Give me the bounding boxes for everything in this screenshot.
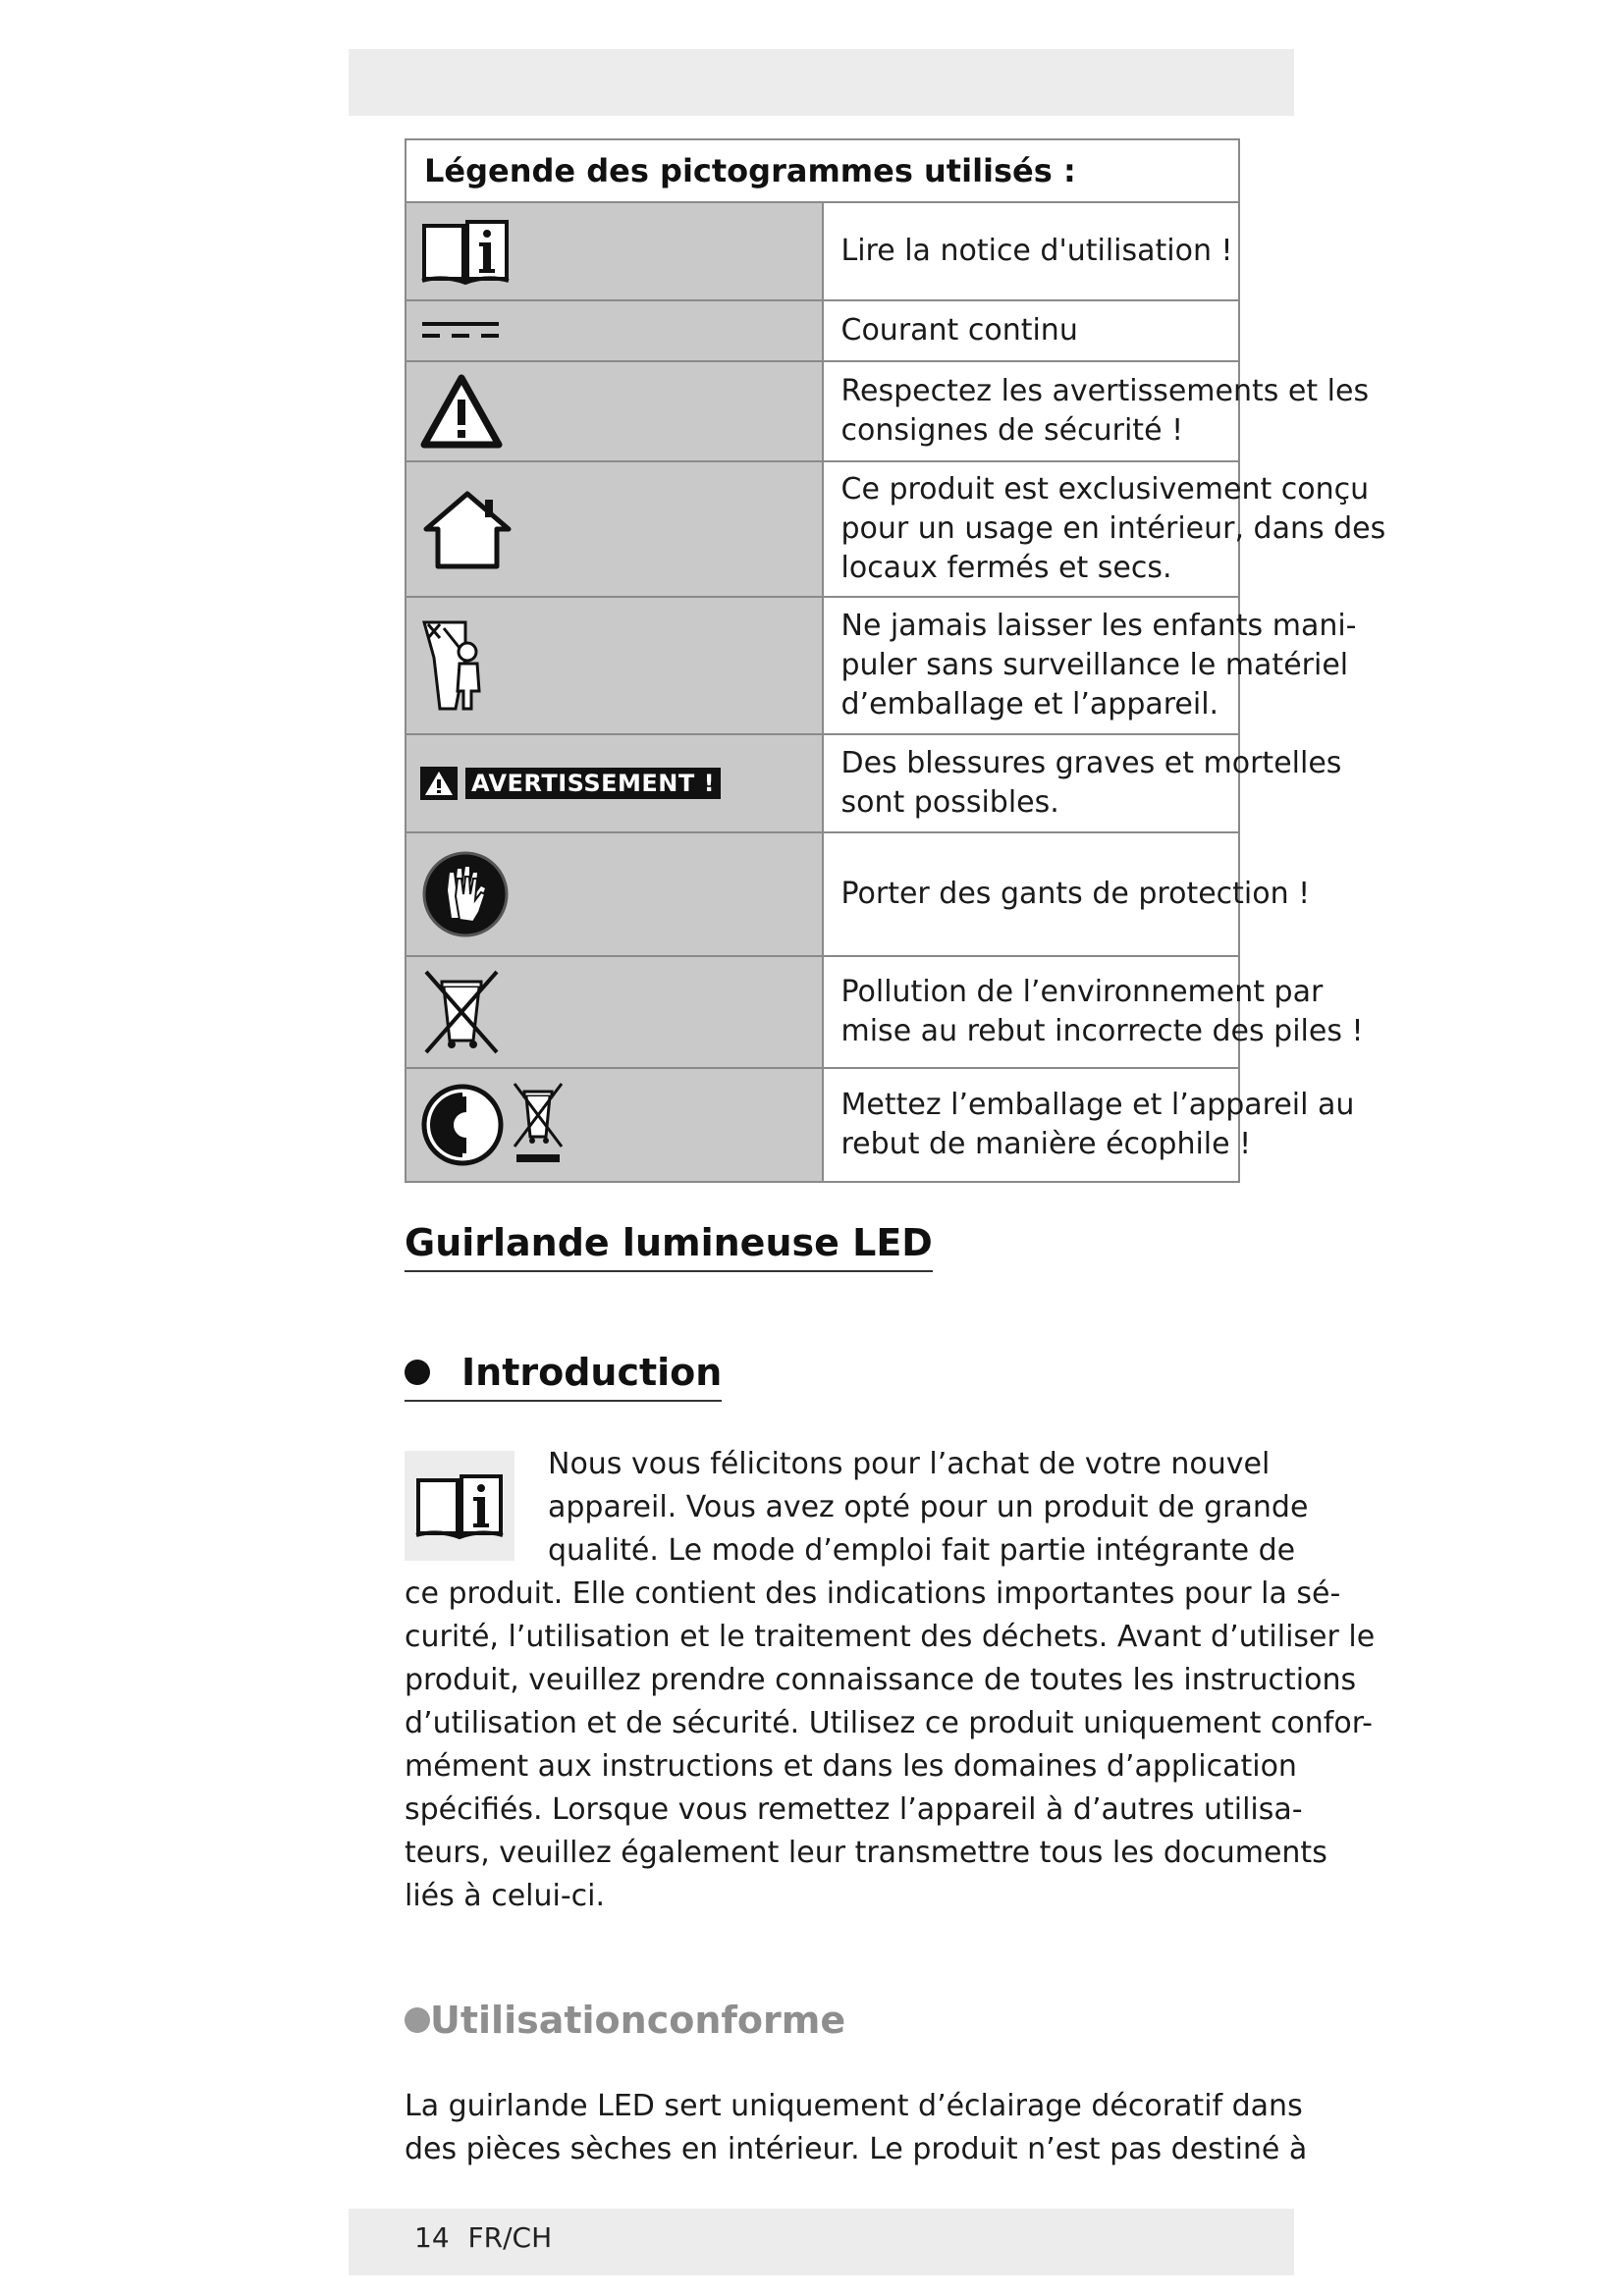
read-manual-icon (420, 216, 511, 287)
utilisation-heading-text: Utilisationconforme (430, 1999, 846, 2042)
paragraph-line: produit, veuillez prendre connaissance de toutes les instructions (405, 1663, 1357, 1697)
legend-row (406, 461, 1239, 597)
paragraph-line: curité, l’utilisation et le traitement des déchets. Avant d’utiliser le (405, 1620, 1376, 1654)
legend-text: sont possibles. (840, 785, 1059, 820)
paragraph-line: spécifiés. Lorsque vous remettez l’appareil à d’autres utilisa- (405, 1792, 1303, 1827)
paragraph-line: d’utilisation et de sécurité. Utilisez ce produit uniquement confor- (405, 1706, 1373, 1740)
warning-triangle-small-icon (420, 767, 458, 800)
introduction-heading-text: Introduction (461, 1351, 723, 1394)
utilisation-heading (405, 1999, 845, 2042)
paragraph-line: appareil. Vous avez opté pour un produit de grande (548, 1490, 1309, 1524)
legend-row (406, 597, 1239, 734)
legend-text: Courant continu (840, 313, 1078, 347)
legend-text: puler sans surveillance le matériel (840, 648, 1349, 682)
header-bar (349, 49, 1294, 116)
paragraph-line: liés à celui-ci. (405, 1879, 606, 1913)
read-manual-icon (414, 1470, 505, 1541)
warning-label-text: AVERTISSEMENT ! (465, 768, 721, 799)
page-number (414, 2221, 552, 2254)
legend-text: pour un usage en intérieur, dans des (840, 511, 1386, 546)
legend-row (406, 202, 1239, 300)
bullet-icon (405, 1360, 430, 1385)
utilisation-paragraph (405, 2085, 1308, 2171)
product-title: Guirlande lumineuse LED (405, 1221, 933, 1272)
introduction-paragraph (405, 1573, 1376, 1918)
legend-text: Ne jamais laisser les enfants mani- (840, 609, 1357, 643)
legend-text: Ce produit est exclusivement conçu (840, 472, 1370, 507)
paragraph-line: Nous vous félicitons pour l’achat de votre nouvel (548, 1447, 1271, 1481)
legend-row (406, 956, 1239, 1068)
legend-row (406, 832, 1239, 956)
page-number-value: 14 (414, 2221, 450, 2254)
legend-row (406, 361, 1239, 461)
legend-text: Porter des gants de protection ! (840, 877, 1311, 911)
legend-row (406, 300, 1239, 361)
legend-text: locaux fermés et secs. (840, 551, 1172, 585)
indoor-house-icon (420, 488, 514, 570)
page-language: FR/CH (467, 2221, 553, 2254)
green-dot-recycle-icon (420, 1083, 505, 1167)
intro-read-manual-box (405, 1451, 514, 1561)
warning-triangle-icon (420, 374, 503, 449)
legend-text: d’emballage et l’appareil. (840, 687, 1219, 721)
protective-gloves-icon (420, 849, 511, 939)
legend-text: Mettez l’emballage et l’appareil au (840, 1088, 1355, 1122)
legend-text: Respectez les avertissements et les (840, 374, 1370, 408)
legend-text: Des blessures graves et mortelles (840, 746, 1342, 780)
crossed-bin-small-icon (511, 1080, 566, 1170)
legend-text: mise au rebut incorrecte des piles ! (840, 1014, 1364, 1048)
legend-text: rebut de manière écophile ! (840, 1127, 1252, 1161)
direct-current-icon (420, 318, 503, 344)
legend-title: Légende des pictogrammes utilisés : (406, 139, 1239, 202)
legend-text: consignes de sécurité ! (840, 413, 1184, 448)
pictogram-legend-table (405, 138, 1386, 1183)
paragraph-line: mément aux instructions et dans les domaines d’application (405, 1749, 1297, 1784)
legend-row (406, 734, 1239, 832)
legend-text: Pollution de l’environnement par (840, 975, 1324, 1009)
legend-row (406, 1068, 1239, 1182)
paragraph-line: teurs, veuillez également leur transmettre tous les documents (405, 1836, 1327, 1870)
introduction-heading (405, 1351, 722, 1402)
bullet-icon (405, 2007, 430, 2033)
paragraph-line: La guirlande LED sert uniquement d’éclairage décoratif dans (405, 2089, 1303, 2123)
paragraph-line: qualité. Le mode d’emploi fait partie intégrante de (548, 1533, 1296, 1568)
legend-text: Lire la notice d'utilisation ! (840, 234, 1233, 268)
child-packaging-icon (420, 618, 489, 713)
crossed-bin-icon (420, 968, 503, 1056)
paragraph-line: ce produit. Elle contient des indications importantes pour la sé- (405, 1576, 1341, 1611)
introduction-paragraph-indented (548, 1443, 1309, 1573)
legend-header-row (406, 139, 1239, 202)
paragraph-line: des pièces sèches en intérieur. Le produit n’est pas destiné à (405, 2132, 1308, 2166)
warning-label-icon (420, 767, 721, 800)
